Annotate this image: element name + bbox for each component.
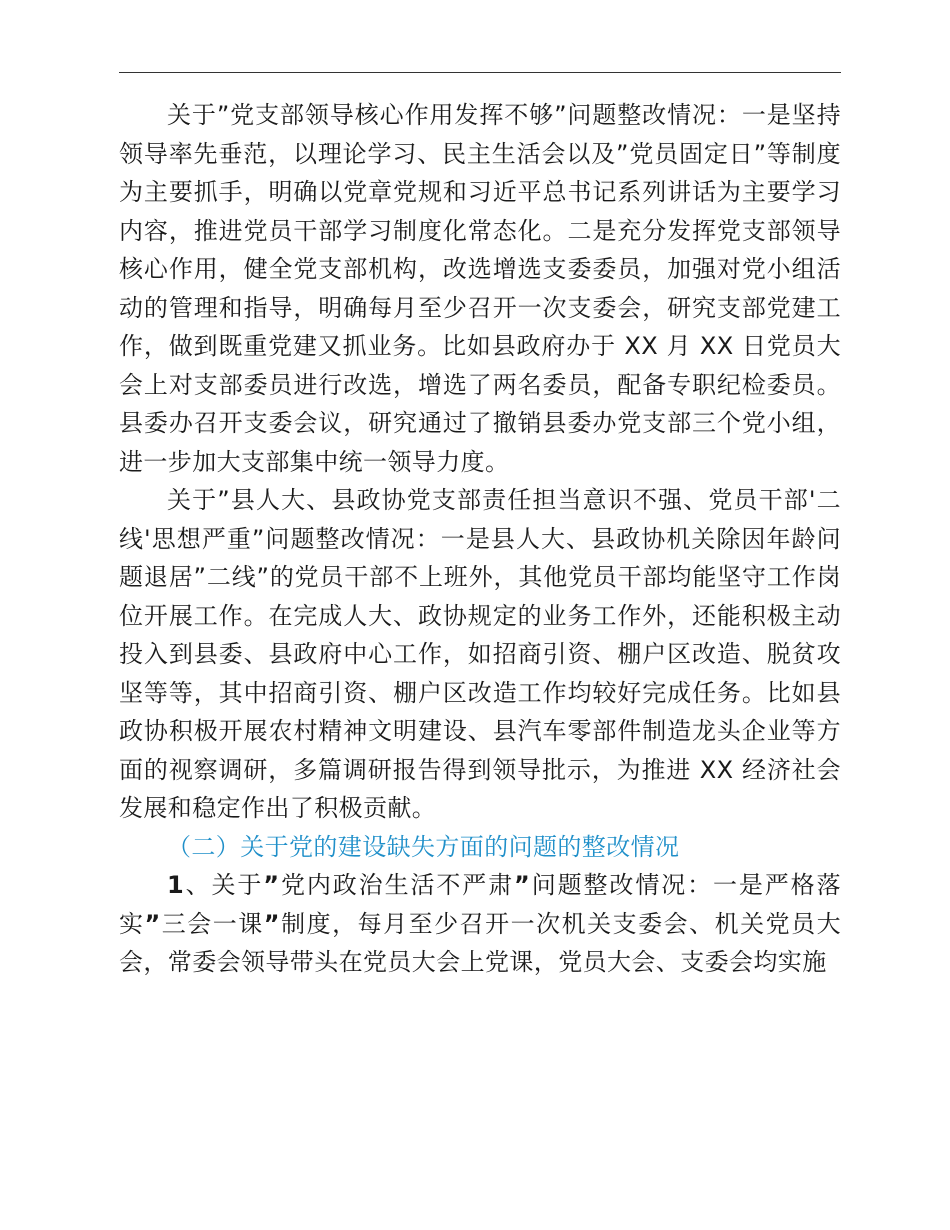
item-number: 1: [167, 871, 185, 899]
item-text-e: 制度，每月至少召开一次机关支委会、机关党员大会，常委会领导带头在党员大会上党课，党员大会、支委会均实施: [119, 909, 841, 976]
item-text-a: 、关于: [184, 871, 264, 899]
item-text-b: 党内政治生活不严肃: [279, 871, 515, 899]
item-quote-close: ”: [514, 871, 531, 899]
document-body: [119, 96, 841, 982]
item-text-d: 三会一课: [160, 909, 264, 938]
item-quote2-open: ”: [144, 909, 161, 938]
item-text-c: 问题整改情况：一是严格落实: [119, 871, 841, 938]
paragraph-item-1: [119, 866, 841, 982]
item-quote2-close: ”: [263, 909, 280, 938]
section-heading: （二）关于党的建设缺失方面的问题的整改情况: [167, 832, 680, 861]
paragraph-leadership-core: 关于”党支部领导核心作用发挥不够”问题整改情况：一是坚持领导率先垂范，以理论学习、民主生活会以及”党员固定日”等制度为主要抓手，明确以党章党规和习近平总书记系列讲话为主要学习内容，推进党员干部学习制度化常态化。二是充分发挥党支部领导核心作用，健全党支部机构，改选增选支委委员，加强对党小组活动的管理和指导，明确每月至少召开一次支委会，研究支部党建工作，做到既重党建又抓业务。比如县政府办于 XX 月 XX 日党员大会上对支部委员进行改选，增选了两名委员，配备专职纪检委员。县委办召开支委会议，研究通过了撤销县委办党支部三个党小组，进一步加大支部集中统一领导力度。: [119, 101, 841, 476]
item-quote-open: ”: [263, 871, 280, 899]
header-rule: [119, 72, 841, 73]
paragraph-npc-cppcc: 关于”县人大、县政协党支部责任担当意识不强、党员干部'二线'思想严重”问题整改情况：一是县人大、县政协机关除因年龄问题退居”二线”的党员干部不上班外，其他党员干部均能坚守工作岗位开展工作。在完成人大、政协规定的业务工作外，还能积极主动投入到县委、县政府中心工作，如招商引资、棚户区改造、脱贫攻坚等等，其中招商引资、棚户区改造工作均较好完成任务。比如县政协积极开展农村精神文明建设、县汽车零部件制造龙头企业等方面的视察调研，多篇调研报告得到领导批示，为推进 XX 经济社会发展和稳定作出了积极贡献。: [119, 486, 841, 822]
